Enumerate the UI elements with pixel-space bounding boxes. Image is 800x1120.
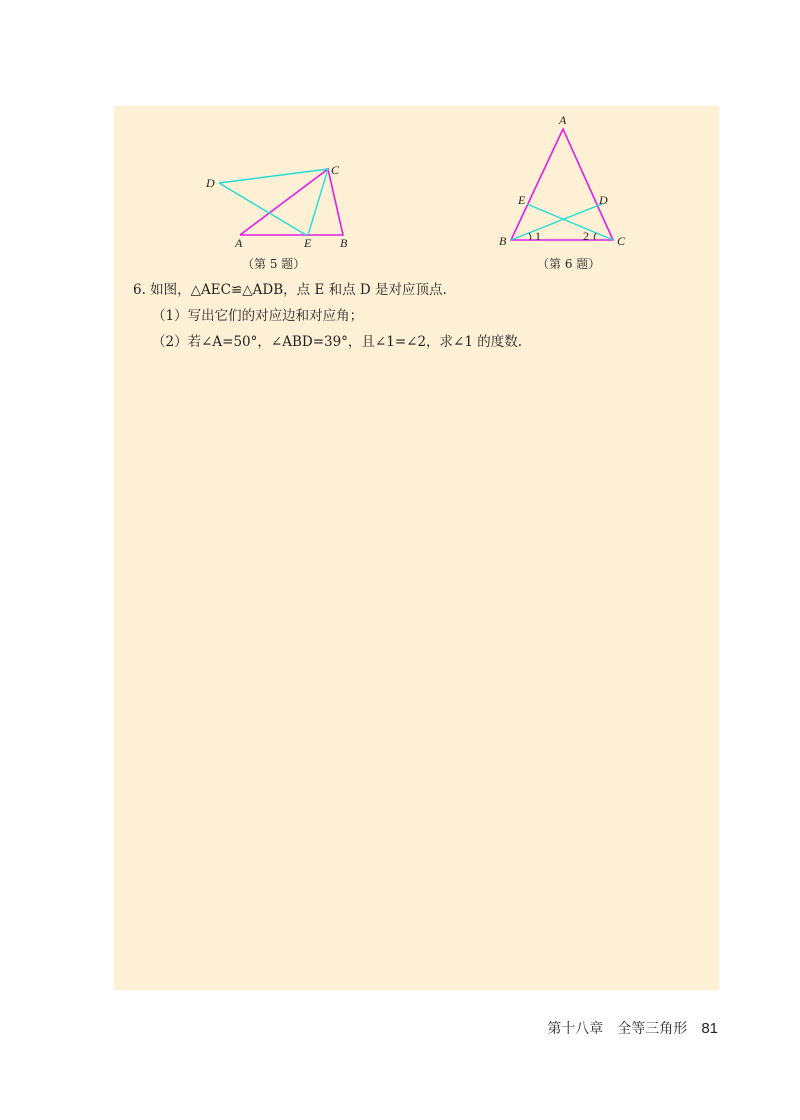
- angle-2-label: 2: [583, 229, 589, 243]
- figure-5: [200, 158, 360, 248]
- page-footer: [547, 1018, 718, 1038]
- question-6-part-2: （2）若∠A=50°，∠ABD=39°，且∠1=∠2，求∠1 的度数.: [152, 334, 523, 350]
- angle-1-arc: [529, 233, 531, 240]
- chapter-title: 第十八章 全等三角形: [547, 1021, 688, 1037]
- point-label-e: E: [518, 193, 526, 207]
- question-6-part-1: （1）写出它们的对应边和对应角；: [152, 308, 364, 324]
- point-label-b: B: [499, 234, 507, 248]
- point-label-b: B: [340, 236, 348, 250]
- point-label-d: D: [599, 193, 608, 207]
- point-label-a: A: [559, 113, 567, 127]
- page-number: 81: [701, 1020, 718, 1037]
- point-label-c: C: [617, 234, 626, 248]
- segment-ce: [308, 169, 328, 235]
- angle-1-label: 1: [535, 229, 541, 243]
- point-label-d: D: [206, 176, 215, 190]
- point-label-c: C: [331, 163, 340, 177]
- angle-2-arc: [594, 233, 596, 240]
- segment-da: [219, 183, 306, 235]
- figure-6-caption: （第 6 题）: [537, 257, 601, 271]
- figure-5-caption: （第 5 题）: [242, 257, 306, 271]
- point-label-a: A: [235, 236, 243, 250]
- question-6-stem: 6. 如图，△AEC≌△ADB，点 E 和点 D 是对应顶点.: [133, 282, 447, 298]
- point-label-e: E: [304, 236, 312, 250]
- figure-6: [495, 112, 635, 252]
- triangle-abc: [511, 129, 613, 240]
